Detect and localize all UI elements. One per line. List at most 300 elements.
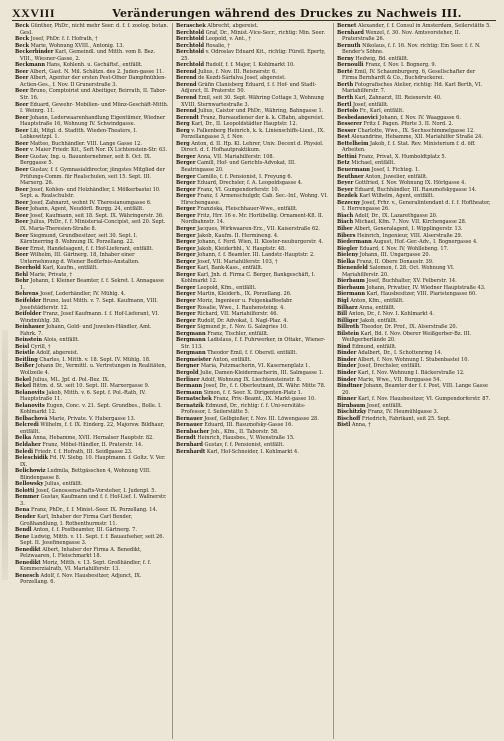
- entry-details: Anton, Kfm., entfällt.: [348, 297, 404, 304]
- entry-details: Franz, Tischler, entfällt.: [205, 330, 269, 337]
- entry-surname: Bermann: [176, 389, 203, 396]
- entry-details: Franz, Möbel-Händler, II. Praterstr. 14.: [40, 442, 143, 448]
- entry-surname: Berger: [176, 258, 196, 265]
- entry-surname: Beck: [15, 23, 30, 29]
- entry-details: Hedwig, Bd. entfällt.: [353, 55, 409, 62]
- entry-details: Anna, VII. Mariahilferstr. 108.: [195, 153, 275, 160]
- entry-surname: Berchtold: [176, 49, 205, 56]
- entry-details: Gottfried, f. Nov. Wohnung IX. Hörlgasse 4.: [353, 180, 466, 187]
- entry-surname: Bergmann: [176, 330, 206, 337]
- entry-details: Matteo, Buchhändler. VIII. Lange Gasse 12.: [28, 140, 142, 147]
- entry-surname: Beifelder: [15, 297, 42, 304]
- entry-surname: Berger: [176, 324, 196, 331]
- entry-surname: Bergmann: [176, 337, 206, 344]
- entry-surname: Belbachová: [15, 415, 48, 422]
- entry-details: Michael, entfällt.: [349, 160, 395, 167]
- entry-surname: Binner: [337, 396, 357, 403]
- entry-surname: Berny: [337, 55, 354, 62]
- directory-entry: [15, 278, 169, 291]
- entry-details: Jakob, Kaufm. II. Hermineng. 4.: [195, 232, 279, 239]
- directory-entry: [15, 154, 169, 167]
- entry-details: Albrecht, abgereist.: [205, 23, 259, 29]
- entry-surname: Bilstein: [337, 330, 360, 337]
- entry-details: Franz, PhDr., f. f. Minist.-Seer. IX. Porzellang. 14.: [29, 507, 158, 514]
- entry-details: Gustav, Kaufmann und f. f. Hof-Lief. I. Wallnerstr. 3.: [20, 494, 167, 507]
- entry-details: Josef, Zahnarzt, wohnt IV. Theresianumgasse 6.: [28, 199, 152, 206]
- entry-details: Theodor, Dr. Prof., IX. Alserstraße 20.: [359, 324, 458, 331]
- entry-details: Anton, Dr., f. Nov. I. Kohlmarkt 4.: [347, 311, 435, 318]
- directory-entry: [15, 49, 169, 62]
- entry-surname: Billiger: [337, 317, 359, 324]
- entry-surname: Belotti: [15, 487, 35, 494]
- entry-details: Graf, Dr., Minist.-Vice-Secr., richtig: Min. Seer.: [204, 29, 325, 36]
- entry-details: Johann, Agent, Neudörfl. Burgg. 24, entfällt.: [28, 206, 144, 213]
- entry-details: Leopold, Kfm., entfällt.: [195, 284, 257, 291]
- entry-surname: Biedermann: [337, 239, 372, 246]
- entry-details: Rudolf, f. f. Major, I. Kohlmarkt 10.: [204, 62, 295, 69]
- entry-details: Josef, I. Fichteg. 1.: [369, 167, 420, 174]
- entry-details: Bruno, laut Mitth. v. 7. Sept. Kaufmann, VIII. Josefstädterstr. 12.: [20, 297, 158, 311]
- entry-surname: Bellowsky: [15, 481, 44, 488]
- entry-details: Franz, II. Obere Donaustr. 39.: [355, 258, 434, 265]
- entry-surname: Berger: [176, 291, 196, 298]
- entry-details: Karl, f. Nov. Hausbesitzer, VI. Gumpendorferstr. 87.: [356, 396, 491, 403]
- entry-surname: Berend: [176, 81, 197, 88]
- entry-surname: Bierbaum: [337, 278, 365, 285]
- directory-entry: [15, 252, 169, 265]
- entry-details: Jakob, Mitth. v. 6. Sept. f. Pol.-Rath, IV. Hauptstraße 11.: [20, 389, 146, 403]
- entry-details: Marie, Wwe., VII. Burggasse 54.: [356, 376, 442, 383]
- directory-entry: [15, 534, 169, 547]
- entry-surname: Beer: [15, 186, 29, 193]
- entry-details: Fr., Karl, entfällt.: [358, 108, 404, 115]
- entry-details: Johann, Gold- und Juwelen-Händler, Amt. Fahrk. 7.: [20, 324, 152, 337]
- entry-details: Emil, seit 30. Sept. Währing Cottage 3, Wohnung XVIII. Sternwartestraße 3.: [181, 95, 324, 108]
- entry-details: Josef, Genossenschafts-Vorsteher, I. Judenpl. 5.: [34, 487, 157, 494]
- entry-details: Gustav, Ing. u. Bauunternehmer, seit 8. Oct. IX. Berggasse 5.: [20, 153, 152, 167]
- entry-details: Wilhelm, III. Gärtnerg. 18, Inhaber einer Unternehmung d. Wiener Bedürfnis-Anstalten.: [20, 252, 140, 265]
- entry-surname: Biach: [337, 219, 354, 226]
- entry-surname: Beistle: [15, 350, 35, 357]
- entry-details: Anton, Juwelier, entfällt.: [363, 173, 428, 180]
- entry-details: Johann, Beamter der f. f. Post, VIII. Lange Gasse 20.: [342, 383, 488, 396]
- entry-details: Albert, Generalagent, I. Wipplingerstr. 13.: [352, 225, 463, 232]
- entry-surname: Bekel: [15, 383, 32, 390]
- entry-details: Fritz f. Pagen. Pforte 3. II. Nord. 2.: [361, 121, 454, 128]
- entry-surname: Bekel: [15, 376, 32, 383]
- entry-surname: Bienenfeld: [337, 265, 368, 272]
- directory-entry: [337, 30, 492, 43]
- entry-surname: Best: [337, 134, 350, 141]
- column-3: [334, 23, 495, 739]
- entry-details: Anton, f. f. Postbeamter, III. Gärtnerg. 7.: [31, 527, 137, 534]
- entry-surname: Besbedanovici: [337, 114, 378, 121]
- entry-surname: Bindtner: [337, 383, 363, 390]
- entry-details: Adalbert, Dr., I. Schottenring 14.: [356, 350, 443, 357]
- entry-details: Camill, Hof- und Gerichts-Advokat, III. Beatrixgasse 20.: [181, 160, 296, 174]
- directory-entry: [337, 331, 492, 344]
- entry-details: Johann, Lederwaarenhandlung Eigentümer, Wiedner Hauptstraße 16, Wohnung IV. Schwindgasse.: [20, 114, 166, 128]
- entry-details: Karl, Dr., II. Leopoldstädter Hauptstr. 12.: [189, 121, 298, 128]
- directory-entry: [15, 363, 169, 376]
- entry-surname: Berger: [176, 232, 196, 239]
- entry-surname: Bemmer: [15, 494, 40, 501]
- entry-details: Karl, f. Nov. Wohnung I. Bäckerstraße 12.: [356, 369, 465, 376]
- entry-details: Josef, Drechsler, entfällt.: [356, 363, 422, 370]
- entry-details: Karl, Inhaber der Firma Carl Bender, Großhandlung, I. Rothenthurmstr. 11.: [20, 514, 133, 527]
- entry-details: Maria, Putzmacherin, VI. Kasernenplatz 1.: [199, 363, 310, 370]
- entry-surname: Beleschidik: [15, 455, 49, 462]
- entry-surname: Berger: [176, 304, 196, 311]
- entry-details: Josef, PhDr. f. f. Hofrath, †: [29, 36, 98, 43]
- entry-surname: Bierbaum: [337, 284, 365, 291]
- entry-surname: Beer: [15, 114, 29, 121]
- entry-surname: Bind: [337, 343, 351, 350]
- entry-details: Ludwig, Mitth. v. 11. Sept. f. f. Bauaufseher, seit 26. Sept. II. Josefinengasse 3.: [20, 533, 165, 547]
- entry-surname: Beckmann: [15, 62, 45, 69]
- entry-surname: Biegler: [337, 245, 358, 252]
- directory-entry: [176, 128, 330, 141]
- directory-entry: [15, 422, 169, 435]
- entry-details: Bruno, Comptoirist und Abeitiger, Beirrath, II. Tabor-Str. 16.: [20, 88, 167, 102]
- entry-surname: Berchtold: [176, 62, 205, 69]
- entry-details: Ernst, Handelsagent, f. f. Hof-Lieferant, entfällt.: [28, 245, 154, 252]
- entry-details: Josef, Gelbgießer, f. Nov. III. Löwengasse 28.: [202, 415, 319, 422]
- entry-details: v. Maier Friedr. Kit., Seft Nor. IX Lichtenstein-Str. 63.: [28, 147, 167, 154]
- entry-surname: Bergold: [176, 369, 199, 376]
- entry-surname: Bernauer: [176, 422, 203, 429]
- entry-surname: Besserer: [337, 121, 362, 128]
- directory-entry: [15, 233, 169, 246]
- entry-surname: Binder: [337, 350, 357, 357]
- entry-details: Adolf, Dr., IX. Lazarethgasse 20.: [353, 212, 438, 219]
- entry-details: Anna, †: [350, 422, 371, 429]
- entry-surname: Bergner: [176, 363, 200, 370]
- entry-surname: Belcredi: [15, 422, 39, 429]
- entry-details: Leopold, v. Ant., †: [204, 36, 252, 43]
- entry-details: Camillo, f. f. Pensionist, I. Freyung 6.: [195, 173, 293, 180]
- entry-details: Moriz, Mitth. v. 13. Sept. Großhändler, f. f. Kommerzialrath, VI. Mariahilferstr. 13.: [20, 559, 152, 573]
- entry-details: Franziska, Fleischhauer-Wwe., entfällt.: [195, 206, 298, 213]
- entry-surname: Billroth: [337, 324, 360, 331]
- entry-surname: Beer: [15, 212, 29, 219]
- entry-details: Josef, Kohlen- und Holzhändler, I. Mölkerbastei 10. Sept. a. Realschulstr.: [20, 186, 161, 200]
- entry-details: Karl, Jnh. d. Firma C. Berger, Bankgeschäft, I. Kohlmarkt 12.: [181, 271, 316, 285]
- entry-surname: Berend: [176, 108, 197, 115]
- entry-surname: Bertolo: [337, 108, 359, 115]
- entry-surname: Betz: [337, 160, 350, 167]
- entry-surname: Bernhard: [337, 29, 364, 36]
- entry-details: Eduard, Gewehr- Mobilien- und Münz-Geschäft-Mitth. I. Weinrg. 11.: [20, 101, 169, 115]
- entry-details: Bittm. d. St. seit 10. Sept. III. Marxergasse 9.: [31, 383, 150, 390]
- entry-details: Franz, f. Armenschulgdr, Cab. Sec.-Inf., Wohng. VI. Hirschengasse.: [181, 193, 328, 206]
- entry-surname: Bernoulli: [337, 62, 364, 69]
- entry-surname: Beyer: [337, 180, 354, 187]
- entry-details: Marie, Wohnung XVIII., Antonig. 13.: [29, 42, 125, 49]
- entry-details: Cyrill, †: [29, 343, 51, 350]
- entry-details: Friedr. f. f. Hofrath, III. Seidlgasse 23.: [33, 448, 133, 455]
- entry-surname: Birnbaum: [337, 402, 366, 409]
- entry-details: Josef, Frhr. v., Generalintendant d. f. f. Hoftheater, I. Herrengasse 26.: [342, 199, 491, 213]
- entry-details: Alois, entfällt.: [42, 337, 80, 344]
- entry-surname: Berger: [176, 160, 196, 167]
- entry-details: Fotografisches Atelier, richtig: Hd. Karl Berth, VI. Mariahilferstr. 7.: [342, 81, 483, 95]
- entry-details: Gustav, f. f. Gymnasialdirector, jüngstes Mitglied der Prüfungs-Comm. für Realschulen, seit 15. Sept. III. Marxerg. 26.: [20, 167, 165, 187]
- entry-details: Eduard, f. Nov. IV. Wohllebeng. 17.: [357, 245, 449, 252]
- entry-details: Martin, Kleiderh., IX. Porzellang. 26.: [195, 291, 292, 298]
- entry-details: Ludmila, Bettgässchen 4, Wohnung VIII. Blindengasse 8.: [20, 468, 151, 481]
- entry-details: Gräfin Clanisberg Eduard, f. f. Hof- und Stadt-Adjunct, II. Praterstr. 50.: [181, 81, 317, 95]
- entry-details: de Kezdi-Sárfalva Josef, abgereist.: [196, 75, 286, 82]
- entry-details: Josef, Kaufmann, seit 18. Sept. IX. Währingerstr. 36.: [28, 212, 164, 219]
- entry-surname: Berendt: [176, 114, 199, 121]
- directory-entry: [15, 514, 169, 527]
- entry-surname: Beer: [15, 199, 29, 206]
- entry-surname: Beer: [15, 127, 29, 134]
- entry-surname: Berchtold: [176, 29, 205, 36]
- entry-surname: Beer: [15, 232, 29, 239]
- directory-entry: [15, 547, 169, 560]
- entry-surname: Berger: [176, 206, 196, 213]
- entry-details: Franz, Priv.-Beamt., IX. Markt-gasse 10.: [211, 396, 316, 403]
- entry-surname: Biach: [337, 212, 354, 219]
- entry-details: Emil, IV. Schaumburgerg. 6, Gesellschafter der Firma Bernhardt & Co., Buchdruckerei.: [342, 68, 476, 82]
- entry-details: Franz, Privat, X. Humboldtplatz 5.: [356, 153, 447, 160]
- entry-details: Karl, Bank-Kass., entfällt.: [195, 265, 263, 272]
- entry-surname: Beer: [15, 219, 29, 226]
- entry-details: Rosalie, Wwe., I. Rauhensteing. 4.: [195, 304, 285, 311]
- entry-details: Johann, III. Ungargasse 20.: [358, 252, 431, 259]
- entry-surname: Belanovits: [15, 402, 45, 409]
- entry-surname: Beer: [15, 88, 29, 95]
- entry-surname: Besser: [337, 127, 357, 134]
- directory-entry: [15, 167, 169, 187]
- entry-surname: Bibers: [337, 232, 356, 239]
- directory-entry: [15, 219, 169, 232]
- directory-entry: [15, 75, 169, 88]
- entry-details: Michael, Kfm. 7. Nov. VII. Kirchengasse 28.: [353, 219, 467, 226]
- entry-details: Adolf, abgereist.: [34, 350, 79, 357]
- directory-entry: [176, 49, 330, 62]
- entry-surname: Beer: [15, 153, 29, 160]
- column-2: [173, 23, 334, 739]
- directory-entry: [176, 449, 330, 456]
- directory-entry: [176, 141, 330, 154]
- binding-shadow: [2, 330, 8, 580]
- entry-surname: Beinhauer: [15, 324, 45, 331]
- entry-surname: Berger: [176, 180, 196, 187]
- entry-surname: Bernhardt: [176, 448, 206, 455]
- entry-surname: Berger: [176, 317, 196, 324]
- entry-surname: Berchtold: [176, 42, 205, 49]
- entry-surname: Bettini: [337, 153, 357, 160]
- entry-details: Moriz, Ingenieur u. Feigenkaffeefabr.: [195, 297, 293, 304]
- entry-surname: Bistl: [337, 422, 351, 429]
- entry-details: Anna, entfällt.: [357, 304, 396, 311]
- entry-details: Alexandrine, Hebamme, XII. Mariahilfer Straße 24.: [349, 134, 483, 141]
- entry-details: Rosalie, †: [204, 42, 231, 49]
- entry-details: Karl, Hof-Schneider, I. Kohlmarkt 4.: [205, 448, 299, 455]
- entry-details: Adolf, f. Nov. Hausbesitzer, Adjunct, IX. Porzellang. 6.: [20, 572, 142, 586]
- entry-details: Wilhelm, f. f. IX. Einderg. 22, Majorsw. Bildhaur, entfällt.: [20, 422, 165, 435]
- entry-surname: Beitling: [15, 356, 38, 363]
- directory-entry: [15, 573, 169, 586]
- entry-details: Jakob, entfällt.: [358, 317, 398, 324]
- entry-surname: Berger: [176, 297, 196, 304]
- directory-entry: [15, 468, 169, 481]
- entry-surname: Beuermann: [337, 167, 370, 174]
- entry-details: Johann, Privatier, IV. Wiedner Hauptstraße 43.: [364, 284, 486, 291]
- entry-surname: Bezdek: [337, 193, 358, 200]
- entry-surname: Beerhold: [15, 265, 41, 272]
- entry-details: Albert, Agentur der ersten Pest-Ofner Dampfmühlen-Actien-Ges., f. Nov. II Grunerstraße 3.: [20, 75, 167, 88]
- directory-entry: [15, 88, 169, 101]
- entry-details: Alexander, f. f. Consul in Amsterdam, Seilerstätte 5.: [356, 23, 491, 29]
- entry-details: Anna, Hebamme, XVII. Hernalser Hauptstr. 82.: [31, 435, 154, 442]
- entry-surname: Berg: [176, 140, 190, 147]
- entry-details: Josef, entfällt.: [365, 402, 403, 409]
- entry-surname: Berger: [176, 252, 196, 259]
- entry-surname: Beifolder: [15, 311, 42, 318]
- entry-details: Franz, Bureaudiener der k. k. CBahn, abgereist.: [198, 114, 324, 121]
- entry-details: Karl, Hausbesitzer, VIII. Piaristengasse 60.: [365, 291, 477, 298]
- entry-details: Nikolaus, f. f. 16. Nov. richtig: Ein Seer. f. f. N. Bender's Söhne.: [342, 42, 481, 56]
- entry-details: Sigmund jr., f. Nov. G. Salzgries 10.: [195, 324, 288, 331]
- entry-details: Lili, Mitgl. d. Stadtth. Wieden-Theaters, I. Lobkowitzpl. 1.: [20, 127, 138, 141]
- entry-surname: Binder: [337, 369, 357, 376]
- entry-details: Albert, f. Nov. Wohnung I. Stubenbastei 10.: [356, 356, 470, 363]
- entry-details: Simon, f. f. Seer. X. Dirigenten-Platz 1.: [202, 389, 303, 396]
- entry-details: Karl, Gemeindl. und Mitth. vom 8. Bez. VIII., Wiesner-Gasse, 2.: [20, 49, 156, 62]
- entry-details: Julius, entfällt.: [43, 481, 83, 488]
- entry-surname: Bermann: [176, 383, 203, 390]
- entry-details: Marie, Private. V. Hubergasse 13.: [47, 415, 136, 422]
- entry-surname: Berger: [176, 245, 196, 252]
- entry-details: Edmund, Dr., richtig: f. f. Uni-versitäts-Professor, I. Seilerstätte 5.: [181, 402, 306, 416]
- entry-details: Jakob, Kleiderbhl., V. Hauptstr. 48.: [195, 245, 286, 252]
- directory-entry: [15, 128, 169, 141]
- directory-entry: [15, 311, 169, 324]
- entry-surname: Berliner: [176, 376, 200, 383]
- entry-details: Albert, Gast. N. Mil. Schätzn. des 2. Juden-gasse 11.: [28, 68, 164, 75]
- entry-surname: Berger: [176, 212, 196, 219]
- entry-details: Johann, f. Kleiner Beamter, f. f. Sekret. I. Annagasse 1.: [20, 278, 164, 291]
- entry-surname: Benedikt: [15, 559, 41, 566]
- entry-surname: Biber: [337, 225, 353, 232]
- entry-surname: Beer: [15, 68, 29, 75]
- entry-surname: Berger: [176, 173, 196, 180]
- entry-surname: Bendl: [15, 527, 32, 534]
- directory-entry: [337, 265, 492, 278]
- entry-surname: Beck: [15, 42, 30, 49]
- entry-surname: Beer: [15, 206, 29, 213]
- entry-details: Richard, VII. Mariahilferstr. 46.: [195, 311, 279, 318]
- directory-entry: [176, 193, 330, 206]
- entry-details: Josef, Buchhalter, XV. Felberstr. 14.: [364, 278, 457, 285]
- entry-details: Albert, Inhaber der Firma A. Benedikt, Pelzwaaren, I. Fleischmarkt 18.: [20, 546, 142, 560]
- entry-surname: Bettelheim: [337, 140, 369, 147]
- entry-surname: Biermann: [337, 291, 366, 298]
- entry-surname: Bernatzik: [176, 402, 204, 409]
- entry-details: Eduard, Buchhändler, III. Rasumofskygasse 14.: [353, 186, 477, 193]
- entry-surname: Berger: [176, 284, 196, 291]
- entry-details: Josef, VII. Mariahilferstr. 103, †: [195, 258, 278, 265]
- entry-details: Franz, Josef Kaufmann. f. f. Hof-Lieferant, VI. Windmühlg. 38.: [20, 311, 159, 324]
- entry-details: Johann Dr., Vermittl. u. Vertretungen in Realitäten, Wollzeile 4.: [20, 363, 167, 376]
- directory-entry: [15, 403, 169, 416]
- entry-surname: Berger: [176, 271, 196, 278]
- entry-details: Heinrich, Hausbes., V. Wienstraße 15.: [195, 435, 295, 442]
- entry-details: Charles, I. Mitth. v. 18. Sept. IV. Mühlg. 18.: [37, 356, 151, 363]
- entry-surname: Behl: [15, 271, 29, 278]
- entry-surname: Berger: [176, 186, 196, 193]
- entry-details: Siegmund, Grundbesitzer, seit 30. Sept. I. Kärntnerring 8. Wohnung IX. Porzellang. 22.: [20, 232, 138, 246]
- entry-surname: Bernatschek: [176, 396, 212, 403]
- entry-surname: Beuthner: [337, 173, 364, 180]
- entry-details: Karl, Bd. f. Nov. Oberer Weißgerber-Bz. III. Weißgerberlände 20.: [342, 330, 472, 344]
- entry-surname: Binder: [337, 356, 357, 363]
- running-title: Veränderungen während des Druckes zu Nachweis III.: [112, 7, 462, 20]
- entry-details: Josef, Dr., f. f. Oberleutnant, IX. Währ. Mitte 78.: [202, 383, 326, 390]
- entry-surname: Beldaher: [15, 442, 41, 448]
- entry-details: Günther, PhDr., nicht mehr Seer. d. f. f. zoolog. botan. Gesl.: [20, 23, 169, 36]
- entry-surname: Bertl: [337, 101, 352, 108]
- entry-details: Franz, VI. Gumpendorferstr. 10.: [195, 186, 280, 193]
- directory-entry: [15, 187, 169, 200]
- columns: [12, 23, 496, 739]
- page-header: [12, 6, 496, 21]
- entry-details: Julius, f. Nov. III. Reisnerstr. 6.: [196, 68, 277, 75]
- entry-surname: Bernauer: [176, 415, 203, 422]
- directory-entry: [15, 455, 169, 468]
- entry-details: Jacques, Wirkwaaren-Erz., VII. Kaiserstraße 62.: [195, 225, 320, 232]
- entry-surname: Beckerbinder: [15, 49, 54, 56]
- directory-entry: [15, 298, 169, 311]
- entry-surname: Beer: [15, 101, 29, 108]
- directory-entry: [337, 422, 492, 429]
- entry-surname: Belanovits: [15, 389, 45, 396]
- entry-surname: Berend: [176, 95, 197, 102]
- entry-surname: Beyer: [337, 186, 354, 193]
- column-1: [12, 23, 173, 739]
- directory-entry: [15, 115, 169, 128]
- directory-entry: [176, 337, 330, 350]
- entry-surname: Belichowiz: [15, 468, 46, 475]
- entry-surname: Berté: [337, 68, 353, 75]
- entry-surname: Bischoff: [337, 415, 361, 422]
- entry-details: Joh., Kfm., II. Taborstr. 58.: [209, 428, 279, 435]
- directory-entry: [337, 69, 492, 82]
- entry-surname: Beck: [15, 36, 30, 43]
- entry-surname: Bielka: [337, 258, 356, 265]
- entry-surname: Beisl: [15, 343, 30, 350]
- entry-surname: Binder: [337, 376, 357, 383]
- entry-surname: Beer: [15, 167, 29, 174]
- entry-surname: Berth: [337, 81, 354, 88]
- entry-surname: Berg: [176, 127, 190, 134]
- entry-surname: Beraschek: [176, 23, 206, 29]
- entry-surname: Bischitzky: [337, 409, 367, 416]
- entry-surname: Bezecny: [337, 199, 361, 206]
- directory-entry: [15, 23, 169, 36]
- page-number: XXVIII: [12, 6, 56, 20]
- entry-surname: Beißer: [15, 363, 35, 370]
- entry-surname: Bergmann: [176, 350, 206, 357]
- directory-entry: [176, 160, 330, 173]
- entry-surname: Berchtold: [176, 36, 205, 43]
- entry-details: Jakob, f. f. Stat. Rev. Ministerium f. d. öff. Arbeiten.: [342, 140, 476, 154]
- directory-entry: [15, 102, 169, 115]
